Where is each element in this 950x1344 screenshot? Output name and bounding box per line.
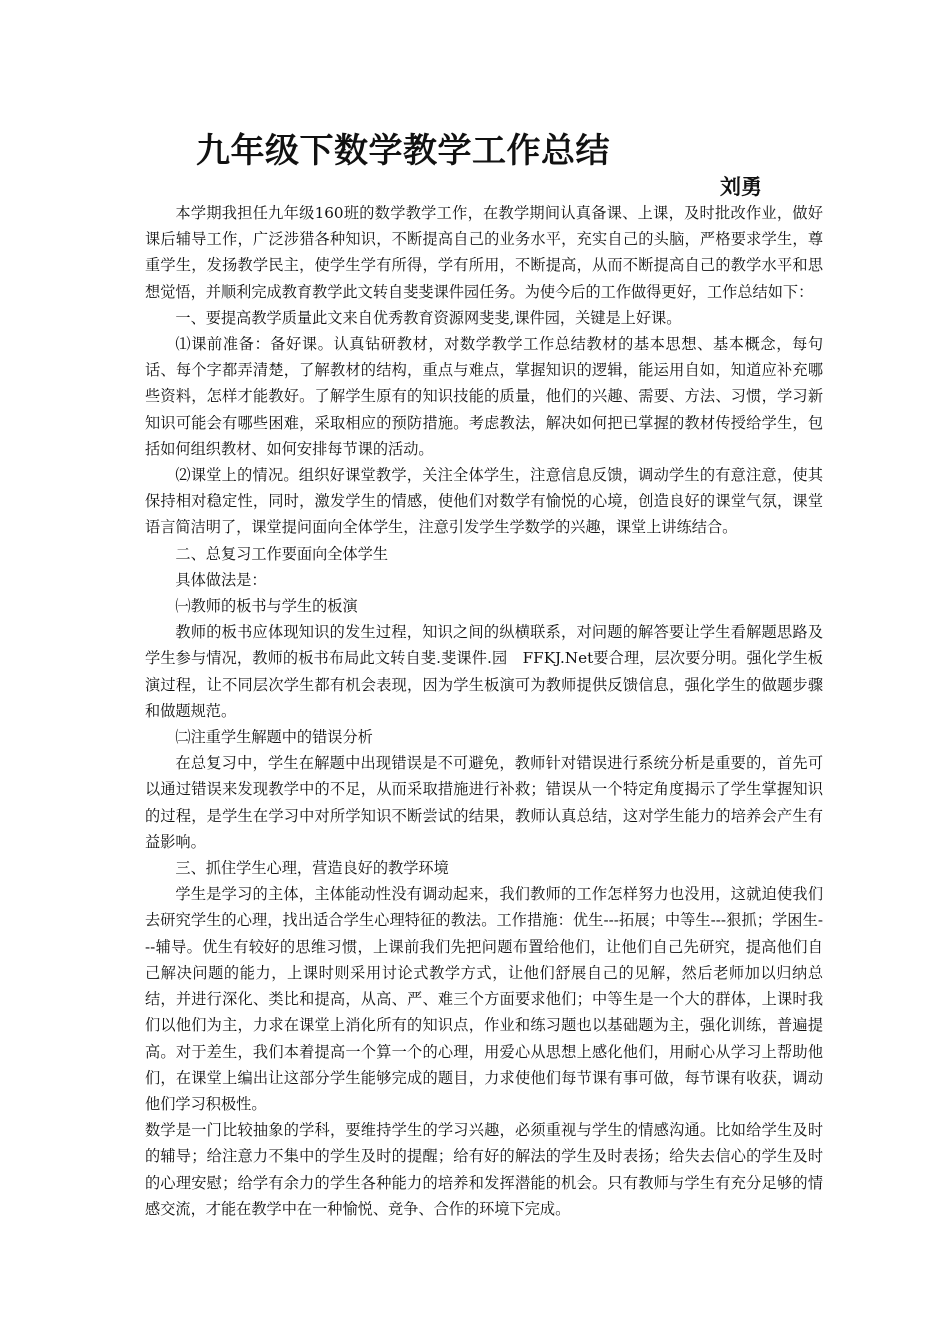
subheading-methods: 具体做法是： (175, 570, 267, 589)
document-title: 九年级下数学教学工作总结 (196, 131, 610, 171)
section-heading-1: 一、要提高教学质量此文来自优秀教育资源网斐斐,课件园，关键是上好课。 (175, 308, 682, 327)
paragraph-emotional-communication: 数学是一门比较抽象的学科，要维持学生的学习兴趣，必须重视与学生的情感沟通。比如给学生及时的辅导；给注意力不集中的学生及时的提醒；给有好的解法的学生及时表扬；给失去信心的学生及时的心理安慰；给学有余力的学生各种能力的培养和发挥潜能的机会。只有教师与学生有充分足够的情感交流，才能在教学中在一种愉悦、竞争、合作的环境下完成。 (145, 1121, 823, 1218)
section-heading-2: 二、总复习工作要面向全体学生 (175, 544, 389, 563)
document-body (145, 200, 823, 1222)
intro-paragraph: 本学期我担任九年级160班的数学教学工作，在教学期间认真备课、上课，及时批改作业，做好课后辅导工作，广泛涉猎各种知识，不断提高自己的业务水平，充实自己的头脑，严格要求学生，尊重学生，发扬教学民主，使学生学有所得，学有所用，不断提高，从而不断提高自己的教学水平和思想觉悟，并顺利完成教育教学此文转自斐斐课件园任务。为使今后的工作做得更好，工作总结如下： (145, 204, 823, 301)
paragraph-error-analysis: 在总复习中，学生在解题中出现错误是不可避免，教师针对错误进行系统分析是重要的，首先可以通过错误来发现教学中的不足，从而采取措施进行补救；错误从一个特定角度揭示了学生掌握知识的过程，是学生在学习中对所学知识不断尝试的结果，教师认真总结，这对学生能力的培养会产生有益影响。 (145, 754, 823, 851)
paragraph-student-psychology: 学生是学习的主体，主体能动性没有调动起来，我们教师的工作怎样努力也没用，这就迫使我们去研究学生的心理，找出适合学生心理特征的教法。工作措施：优生---拓展；中等生---狠抓；学困生---辅导。优生有较好的思维习惯，上课前我们先把问题布置给他们，让他们自己先研究，提高他们自己解决问题的能力，上课时则采用讨论式教学方式，让他们舒展自己的见解，然后老师加以归纳总结，并进行深化、类比和提高，从高、严、难三个方面要求他们；中等生是一个大的群体，上课时我们以他们为主，力求在课堂上消化所有的知识点，作业和练习题也以基础题为主，强化训练，普遍提高。对于差生，我们本着提高一个算一个的心理，用爱心从思想上感化他们，用耐心从学习上帮助他们，在课堂上编出让这部分学生能够完成的题目，力求使他们每节课有事可做，每节课有收获，调动他们学习积极性。 (145, 885, 823, 1113)
paragraph-classroom: ⑵课堂上的情况。组织好课堂教学，关注全体学生，注意信息反馈，调动学生的有意注意，使其保持相对稳定性，同时，激发学生的情感，使他们对数学有愉悦的心境，创造良好的课堂气氛，课堂语言简洁明了，课堂提问面向全体学生，注意引发学生学数学的兴趣，课堂上讲练结合。 (145, 466, 823, 537)
paragraph-blackboard: 教师的板书应体现知识的发生过程，知识之间的纵横联系，对问题的解答要让学生看解题思路及学生参与情况，教师的板书布局此文转自斐.斐课件.园 FFKJ.Net要合理，层次要分明。强化学生板演过程，让不同层次学生都有机会表现，因为学生板演可为教师提供反馈信息，强化学生的做题步骤和做题规范。 (145, 623, 823, 720)
subheading-error-analysis: ㈡注重学生解题中的错误分析 (175, 728, 373, 747)
paragraph-lesson-preparation: ⑴课前准备：备好课。认真钻研教材，对数学教学工作总结教材的基本思想、基本概念，每句话、每个字都弄清楚，了解教材的结构，重点与难点，掌握知识的逻辑，能运用自如，知道应补充哪些资料，怎样才能教好。了解学生原有的知识技能的质量，他们的兴趣、需要、方法、习惯，学习新知识可能会有哪些困难，采取相应的预防措施。考虑教法，解决如何把已掌握的教材传授给学生，包括如何组织教材、如何安排每节课的活动。 (145, 335, 823, 458)
author-name: 刘勇 (720, 175, 762, 199)
subheading-blackboard: ㈠教师的板书与学生的板演 (175, 597, 358, 616)
section-heading-3: 三、抓住学生心理，营造良好的教学环境 (175, 859, 449, 878)
